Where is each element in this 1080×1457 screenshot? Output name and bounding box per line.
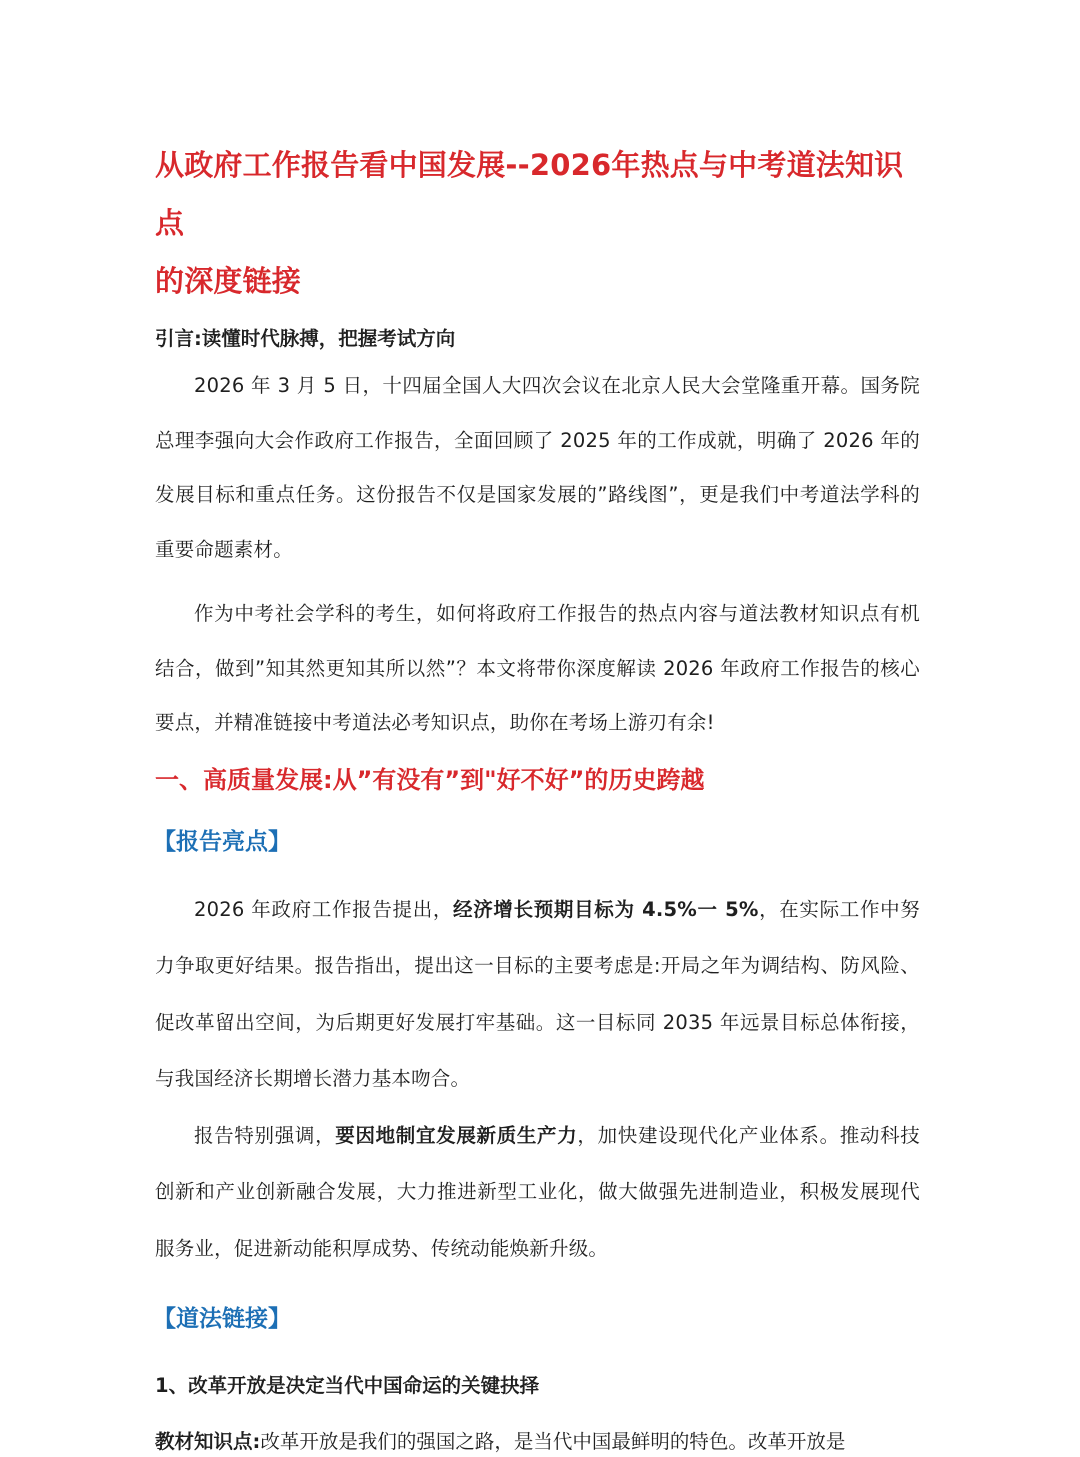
- growth-target-emphasis: 经济增长预期目标为 4.5%一 5%: [453, 897, 759, 921]
- section-1-title: 一、高质量发展:从”有没有”到"好不好”的历史跨越: [155, 765, 705, 794]
- highlight-paragraph-1: [155, 882, 920, 1108]
- highlight-p1-text-a: 2026 年政府工作报告提出，: [194, 897, 454, 921]
- report-highlight-heading: 【报告亮点】: [153, 828, 291, 855]
- document-title: [155, 136, 920, 310]
- intro-heading: 引言:读懂时代脉搏，把握考试方向: [155, 327, 456, 350]
- title-line-1: 从政府工作报告看中国发展--2026年热点与中考道法知识点: [155, 148, 904, 240]
- highlight-p2-text-b: ，加快建设现代化产业体系。推动科技创新和产业创新融合发展，大力推进新型工业化，做大做强先进制造业，积极发展现代服务业，促进新动能积厚成势、传统动能焕新升级。: [155, 1123, 920, 1260]
- highlight-p1-text-b: ，在实际工作中努力争取更好结果。报告指出，提出这一目标的主要考虑是:开局之年为调结构、防风险、促改革留出空间，为后期更好发展打牢基础。这一目标同 2035 年远景目标总体衔接，与我国经济长期增长潜力基本吻合。: [155, 897, 920, 1090]
- title-line-2: 的深度链接: [155, 264, 302, 298]
- highlight-p2-text-a: 报告特别强调，: [194, 1123, 336, 1147]
- knowledge-label: 教材知识点:: [155, 1430, 261, 1453]
- highlight-paragraph-2: [155, 1108, 920, 1278]
- intro-paragraph-2: 作为中考社会学科的考生，如何将政府工作报告的热点内容与道法教材知识点有机结合，做到”知其然更知其所以然”？本文将带你深度解读 2026 年政府工作报告的核心要点，并精准链接中考道法必考知识点，助你在考场上游刃有余!: [155, 602, 920, 734]
- intro-paragraph-1: 2026 年 3 月 5 日，十四届全国人大四次会议在北京人民大会堂隆重开幕。国务院总理李强向大会作政府工作报告，全面回顾了 2025 年的工作成就，明确了 2026 年的发展目标和重点任务。这份报告不仅是国家发展的”路线图”，更是我们中考道法学科的重要命题素材。: [155, 374, 920, 561]
- productivity-emphasis: 要因地制宜发展新质生产力: [335, 1123, 578, 1147]
- law-link-heading: 【道法链接】: [153, 1306, 291, 1332]
- knowledge-text: 改革开放是我们的强国之路，是当代中国最鲜明的特色。改革开放是: [260, 1430, 846, 1453]
- document-page: [155, 136, 920, 1457]
- point-1-title: 1、改革开放是决定当代中国命运的关键抉择: [155, 1374, 540, 1397]
- knowledge-point-line: [155, 1427, 920, 1457]
